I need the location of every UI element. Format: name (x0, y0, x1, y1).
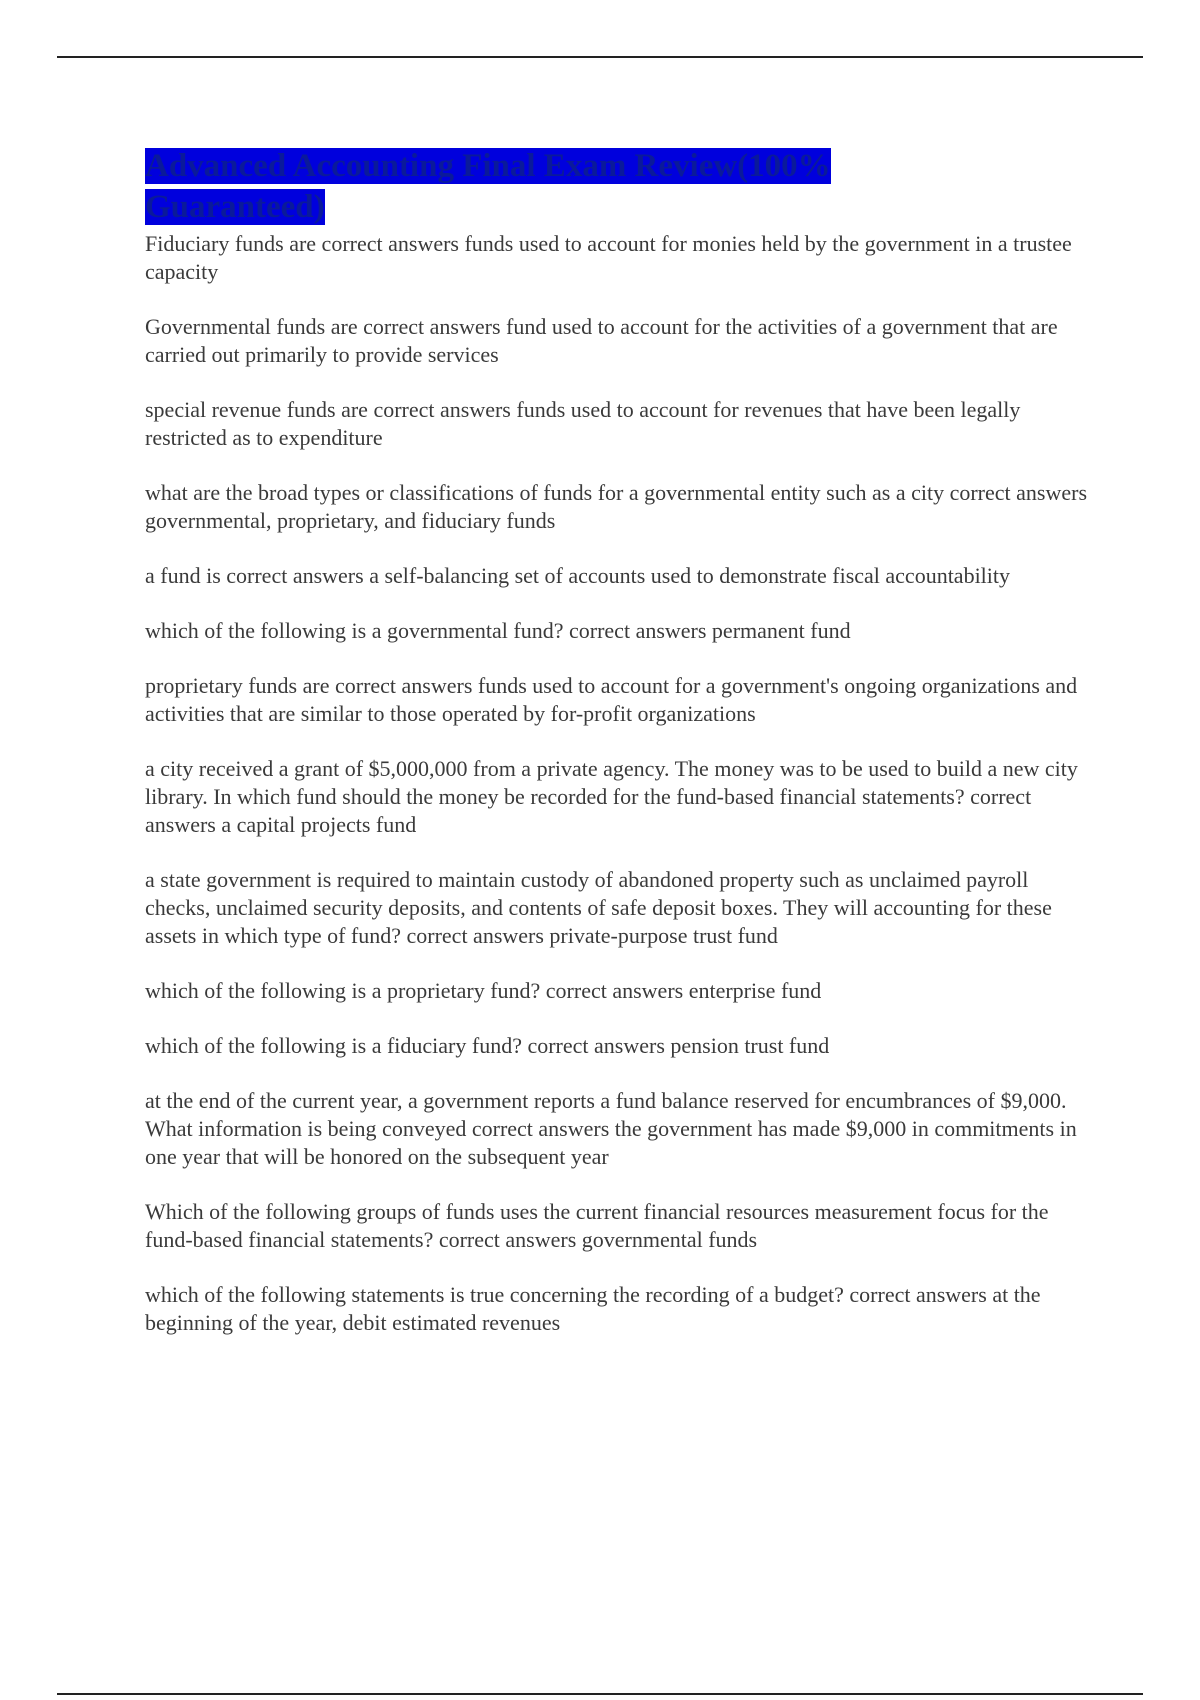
qa-paragraph: what are the broad types or classifications of funds for a governmental entity such as a city correct answers governmental, proprietary, and fiduciary funds (145, 480, 1088, 533)
qa-paragraph: proprietary funds are correct answers funds used to account for a government's ongoing organizations and activities that are similar to those operated by for-profit organizations (145, 673, 1078, 726)
document-body (145, 146, 1090, 1364)
qa-paragraph: which of the following is a proprietary fund? correct answers enterprise fund (145, 978, 822, 1003)
qa-paragraph: at the end of the current year, a government reports a fund balance reserved for encumbrances of $9,000. What information is being conveyed correct answers the government has made $9,000 in commitments in one year that will be honored on the subsequent year (145, 1088, 1077, 1169)
qa-paragraph: special revenue funds are correct answers funds used to account for revenues that have been legally restricted as to expenditure (145, 397, 1021, 450)
document-title-text: Advanced Accounting Final Exam Review(100% Guaranteed) (145, 148, 831, 225)
header-rule (57, 56, 1143, 58)
qa-paragraph: which of the following is a governmental fund? correct answers permanent fund (145, 618, 851, 643)
qa-paragraph: Fiduciary funds are correct answers funds used to account for monies held by the government in a trustee capacity (145, 231, 1072, 284)
qa-paragraph: Governmental funds are correct answers fund used to account for the activities of a government that are carried out primarily to provide services (145, 314, 1058, 367)
qa-paragraph: a fund is correct answers a self-balancing set of accounts used to demonstrate fiscal accountability (145, 563, 1011, 588)
qa-paragraph: Which of the following groups of funds uses the current financial resources measurement focus for the fund-based financial statements? correct answers governmental funds (145, 1199, 1049, 1252)
document-title (145, 146, 905, 228)
qa-paragraph: which of the following statements is true concerning the recording of a budget? correct answers at the beginning of the year, debit estimated revenues (145, 1282, 1041, 1335)
qa-paragraph: a state government is required to maintain custody of abandoned property such as unclaimed payroll checks, unclaimed security deposits, and contents of safe deposit boxes. They will accounting for these assets in which type of fund? correct answers private-purpose trust fund (145, 867, 1052, 948)
qa-paragraph: which of the following is a fiduciary fund? correct answers pension trust fund (145, 1033, 830, 1058)
footer-rule (57, 1693, 1143, 1695)
qa-paragraph: a city received a grant of $5,000,000 from a private agency. The money was to be used to build a new city library. In which fund should the money be recorded for the fund-based financial statements? correct answers a capital projects fund (145, 756, 1078, 837)
